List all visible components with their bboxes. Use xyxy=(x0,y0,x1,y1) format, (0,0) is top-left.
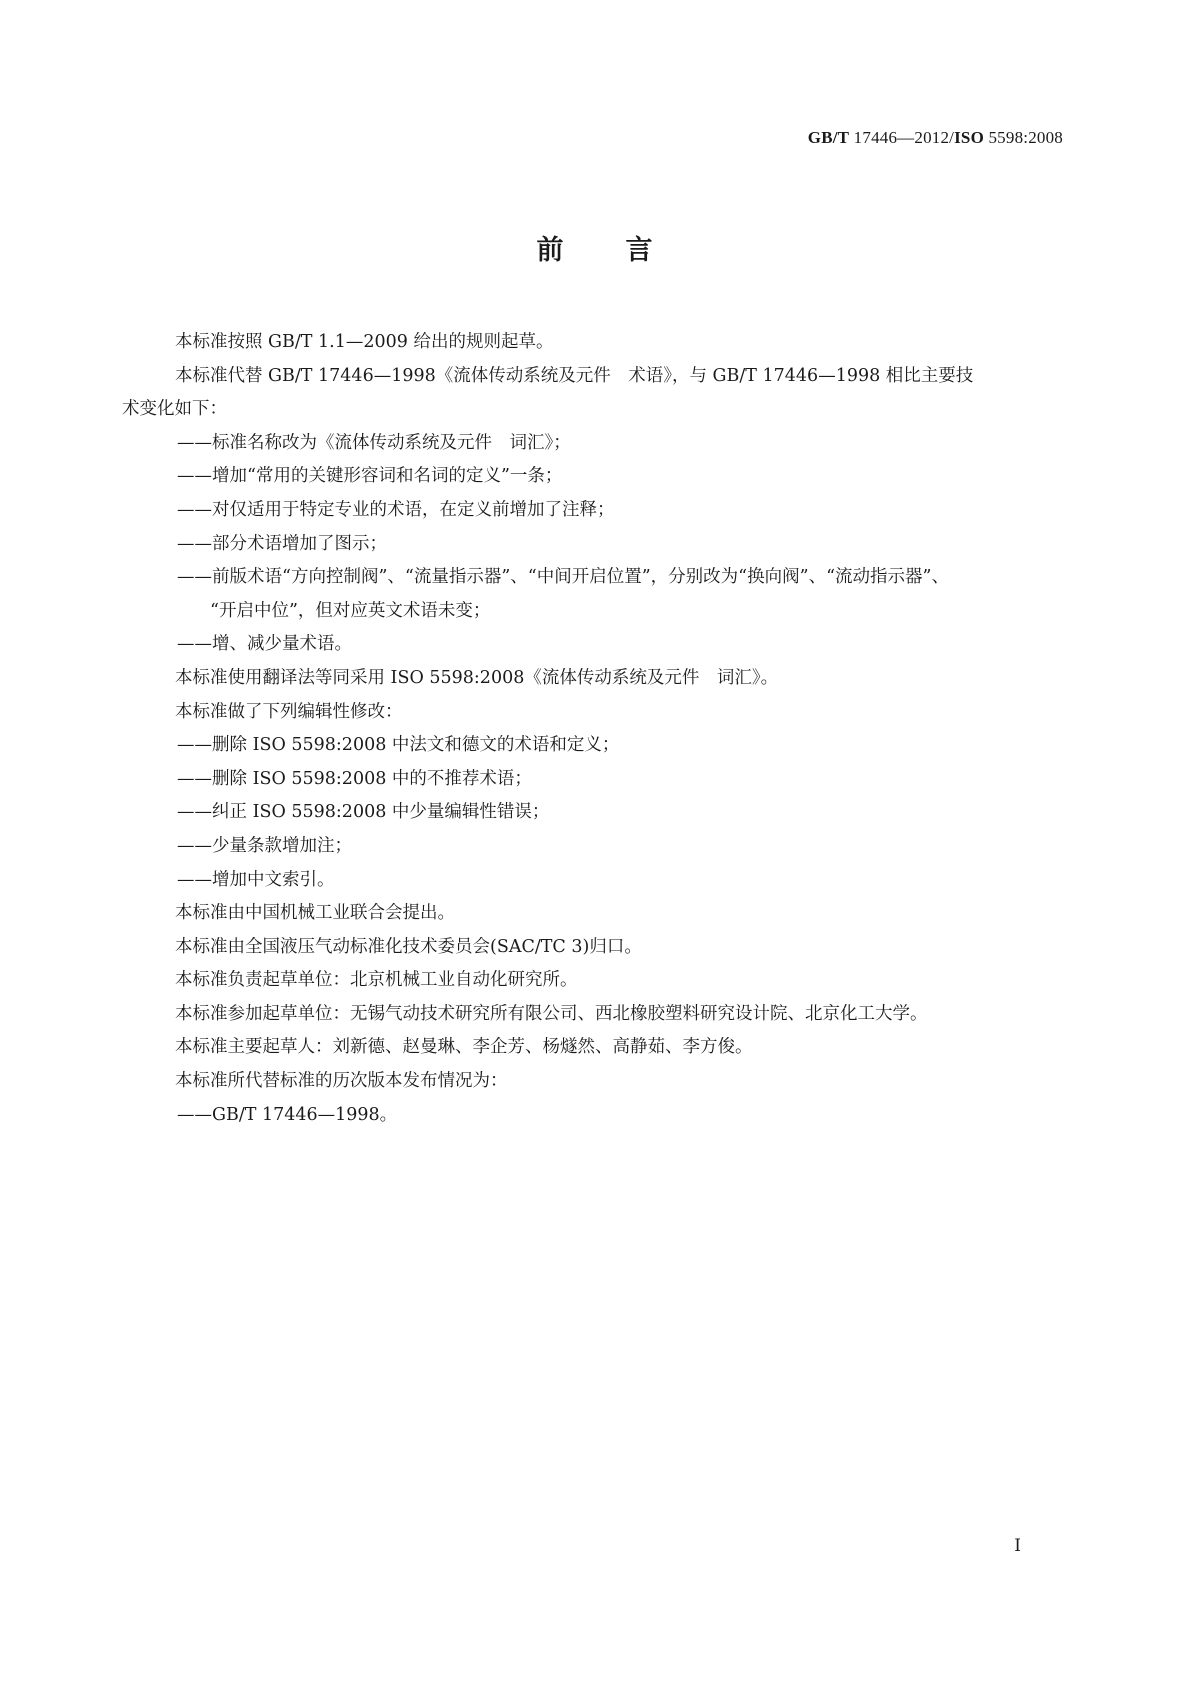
title-char-1: 前 xyxy=(536,235,566,266)
std-number: 17446—2012/ xyxy=(853,128,955,147)
list-item: ——GB/T 17446—1998。 xyxy=(177,1104,398,1125)
list-item-line-1: ——前版术语“方向控制阀”、“流量指示器”、“中间开启位置”，分别改为“换向阀”、“流动指示器”、 xyxy=(177,567,949,588)
paragraph-replacement xyxy=(122,360,1070,427)
list-item: ——删除 ISO 5598:2008 中的不推荐术语； xyxy=(177,768,532,789)
list-item: ——部分术语增加了图示； xyxy=(177,533,387,554)
page-number: I xyxy=(1014,1536,1021,1556)
std-code: GB/T xyxy=(807,128,850,147)
list-item: ——增、减少量术语。 xyxy=(177,634,352,655)
paragraph-adoption: 本标准使用翻译法等同采用 ISO 5598:2008《流体传动系统及元件 词汇》。 xyxy=(175,667,779,688)
title-char-2: 言 xyxy=(625,235,655,266)
paragraph-drafters: 本标准主要起草人：刘新德、赵曼琳、李企芳、杨燧然、高静茹、李方俊。 xyxy=(175,1037,753,1058)
list-item xyxy=(122,561,1070,628)
paragraph-responsible-unit: 本标准负责起草单位：北京机械工业自动化研究所。 xyxy=(175,970,578,991)
list-item: ——纠正 ISO 5598:2008 中少量编辑性错误； xyxy=(177,802,550,823)
list-item: ——对仅适用于特定专业的术语，在定义前增加了注释； xyxy=(177,499,615,520)
list-item: ——删除 ISO 5598:2008 中法文和德文的术语和定义； xyxy=(177,735,620,756)
paragraph-committee: 本标准由全国液压气动标准化技术委员会(SAC/TC 3)归口。 xyxy=(175,936,642,957)
list-item: ——标准名称改为《流体传动系统及元件 词汇》； xyxy=(177,432,571,453)
paragraph-drafting-rules: 本标准按照 GB/T 1.1—2009 给出的规则起草。 xyxy=(175,332,554,352)
page-title xyxy=(0,228,1191,267)
list-item-line-2: “开启中位”，但对应英文术语未变； xyxy=(210,600,491,621)
paragraph-previous-editions: 本标准所代替标准的历次版本发布情况为： xyxy=(175,1071,508,1092)
standard-number-header xyxy=(808,128,1063,148)
foreword-body xyxy=(122,326,1070,1132)
iso-code: ISO xyxy=(954,128,985,147)
list-item: ——增加中文索引。 xyxy=(177,869,335,890)
paragraph-replacement-line-1: 本标准代替 GB/T 17446—1998《流体传动系统及元件 术语》，与 GB/T 17446—1998 相比主要技 xyxy=(175,365,974,386)
paragraph-editorial-changes: 本标准做了下列编辑性修改： xyxy=(175,701,403,722)
list-item: ——增加“常用的关键形容词和名词的定义”一条； xyxy=(177,466,563,487)
list-item: ——少量条款增加注； xyxy=(177,835,352,856)
paragraph-replacement-line-2: 术变化如下： xyxy=(122,399,227,420)
paragraph-participating-units: 本标准参加起草单位：无锡气动技术研究所有限公司、西北橡胶塑料研究设计院、北京化工大学。 xyxy=(175,1003,928,1024)
paragraph-proposer: 本标准由中国机械工业联合会提出。 xyxy=(175,903,455,924)
iso-number: 5598:2008 xyxy=(988,128,1063,147)
